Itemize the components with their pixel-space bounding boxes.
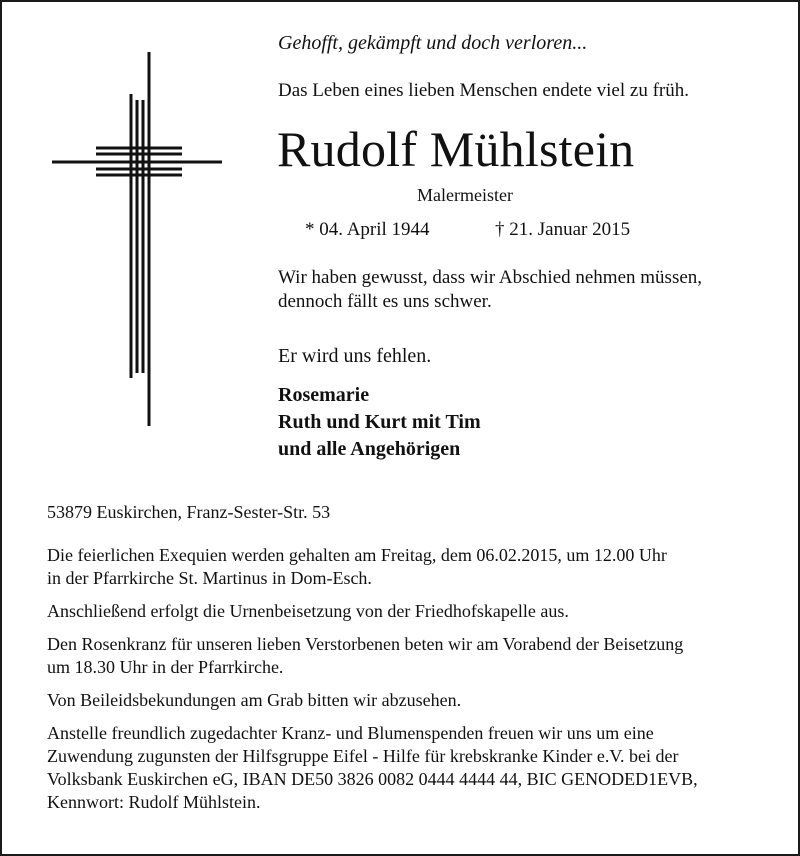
service-details bbox=[47, 544, 777, 824]
family-names bbox=[278, 382, 481, 463]
farewell-text bbox=[278, 266, 702, 314]
farewell-line: dennoch fällt es uns schwer. bbox=[278, 291, 492, 312]
family-member: Rosemarie bbox=[278, 384, 370, 406]
paragraph-donation bbox=[47, 722, 777, 814]
address: 53879 Euskirchen, Franz-Sester-Str. 53 bbox=[47, 502, 331, 522]
paragraph-condolences bbox=[47, 689, 777, 712]
deceased-name: Rudolf Mühlstein bbox=[277, 121, 635, 177]
paragraph-urn bbox=[47, 600, 777, 623]
farewell-line: Wir haben gewusst, dass wir Abschied nehmen müssen, bbox=[278, 267, 703, 288]
occupation: Malermeister bbox=[417, 185, 513, 205]
text-line: in der Pfarrkirche St. Martinus in Dom-Esch. bbox=[47, 568, 372, 588]
paragraph-rosary bbox=[47, 633, 777, 679]
death-date: † 21. Januar 2015 bbox=[495, 219, 631, 240]
cross-icon bbox=[50, 48, 226, 432]
family-member: Ruth und Kurt mit Tim bbox=[278, 411, 481, 433]
text-line: Den Rosenkranz für unseren lieben Verstorbenen beten wir am Vorabend der Beisetzung bbox=[47, 634, 684, 654]
family-member: und alle Angehörigen bbox=[278, 438, 461, 460]
intro-line: Das Leben eines lieben Menschen endete viel zu früh. bbox=[278, 80, 689, 101]
text-line: Die feierlichen Exequien werden gehalten am Freitag, dem 06.02.2015, um 12.00 Uhr bbox=[47, 545, 667, 565]
motto: Gehofft, gekämpft und doch verloren... bbox=[278, 32, 588, 54]
text-line: Kennwort: Rudolf Mühlstein. bbox=[47, 792, 261, 812]
text-line: Zuwendung zugunsten der Hilfsgruppe Eifel - Hilfe für krebskranke Kinder e.V. bei der bbox=[47, 746, 679, 766]
text-line: Von Beileidsbekundungen am Grab bitten wir abzusehen. bbox=[47, 690, 462, 710]
text-line: um 18.30 Uhr in der Pfarrkirche. bbox=[47, 657, 284, 677]
text-line: Volksbank Euskirchen eG, IBAN DE50 3826 0082 0444 4444 44, BIC GENODED1EVB, bbox=[47, 769, 698, 789]
paragraph-exequien bbox=[47, 544, 777, 590]
text-line: Anstelle freundlich zugedachter Kranz- und Blumenspenden freuen wir uns um eine bbox=[47, 723, 654, 743]
birth-date: * 04. April 1944 bbox=[305, 219, 430, 240]
miss-line: Er wird uns fehlen. bbox=[278, 345, 432, 367]
text-line: Anschließend erfolgt die Urnenbeisetzung von der Friedhofskapelle aus. bbox=[47, 601, 569, 621]
